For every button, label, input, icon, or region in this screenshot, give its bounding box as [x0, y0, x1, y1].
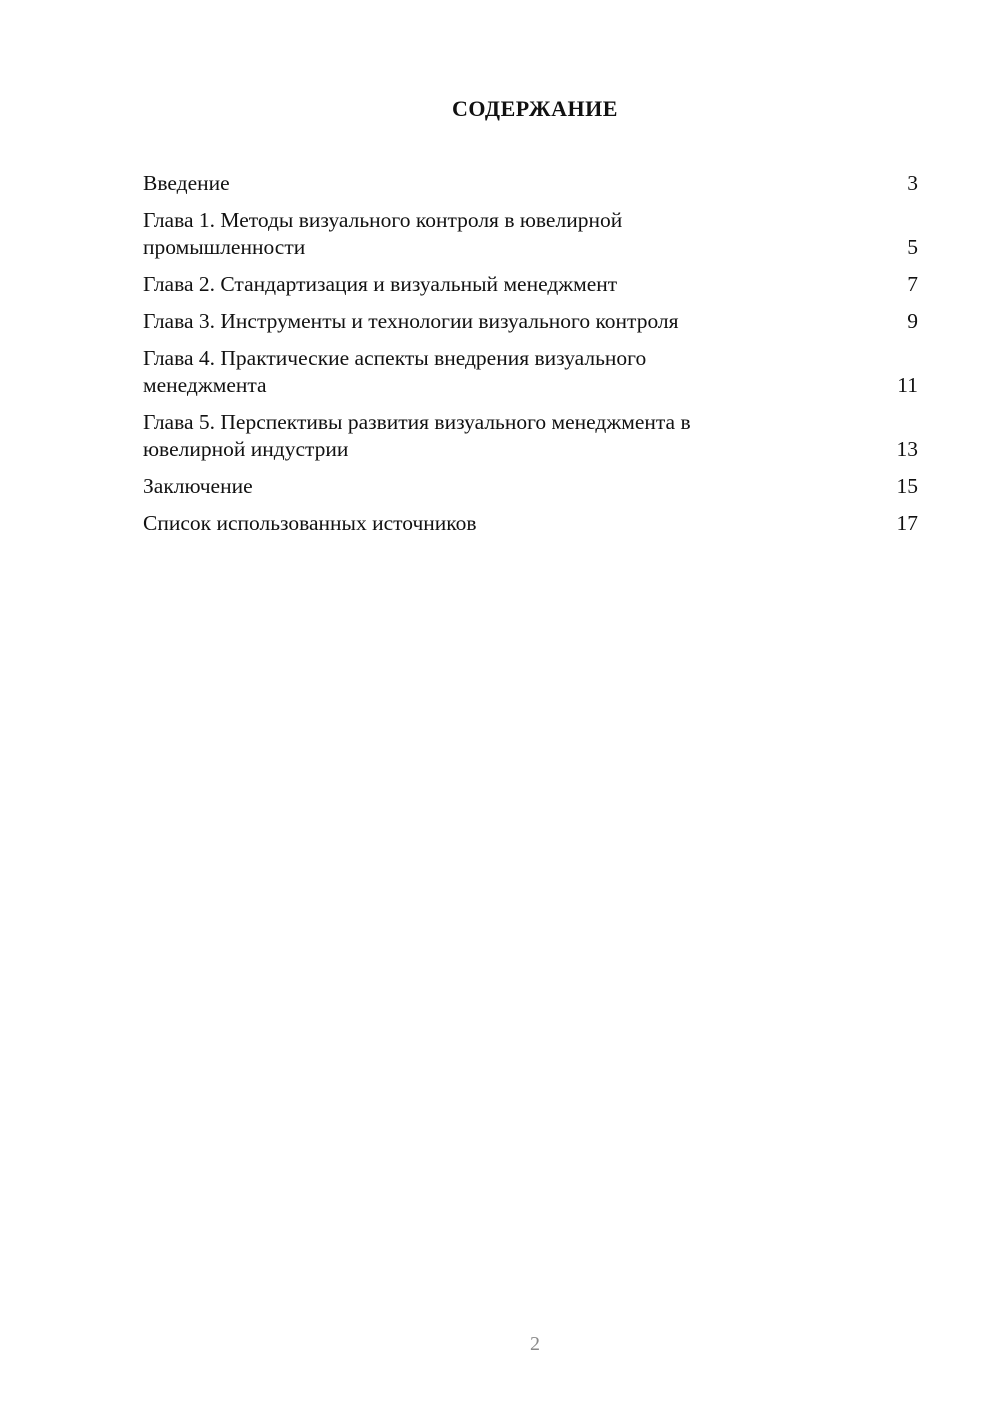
- toc-entry-label: Глава 2. Стандартизация и визуальный менеджмент: [143, 272, 618, 296]
- toc-entry-label: Глава 5. Перспективы развития визуального менеджмента в ювелирной индустрии: [143, 410, 691, 461]
- toc-entry-label: Введение: [143, 171, 230, 195]
- toc-entry-page-number: 11: [897, 373, 918, 397]
- toc-entry-page-number: 9: [907, 309, 918, 333]
- toc-entry-chapter-2: [143, 271, 918, 298]
- toc-entry-chapter-3: [143, 308, 918, 335]
- table-of-contents: [143, 170, 918, 547]
- toc-entry-references: [143, 510, 918, 537]
- toc-entry-page-number: 17: [896, 511, 918, 535]
- toc-entry-page-number: 5: [907, 235, 918, 259]
- toc-entry-page-number: 7: [907, 272, 918, 296]
- toc-entry-label: Глава 1. Методы визуального контроля в ювелирной промышленности: [143, 208, 623, 259]
- toc-entry-page-number: 15: [896, 474, 918, 498]
- toc-entry-page-number: 13: [896, 437, 918, 461]
- toc-entry-chapter-5: [143, 409, 918, 463]
- toc-entry-page-number: 3: [907, 171, 918, 195]
- page-title: СОДЕРЖАНИЕ: [452, 96, 618, 121]
- toc-entry-introduction: [143, 170, 918, 197]
- toc-entry-label: Глава 4. Практические аспекты внедрения визуального менеджмента: [143, 346, 647, 397]
- toc-entry-label: Глава 3. Инструменты и технологии визуального контроля: [143, 309, 679, 333]
- toc-entry-conclusion: [143, 473, 918, 500]
- toc-entry-label: Список использованных источников: [143, 511, 477, 535]
- toc-entry-chapter-4: [143, 345, 918, 399]
- page-number: 2: [530, 1333, 540, 1355]
- toc-entry-label: Заключение: [143, 474, 253, 498]
- toc-entry-chapter-1: [143, 207, 918, 261]
